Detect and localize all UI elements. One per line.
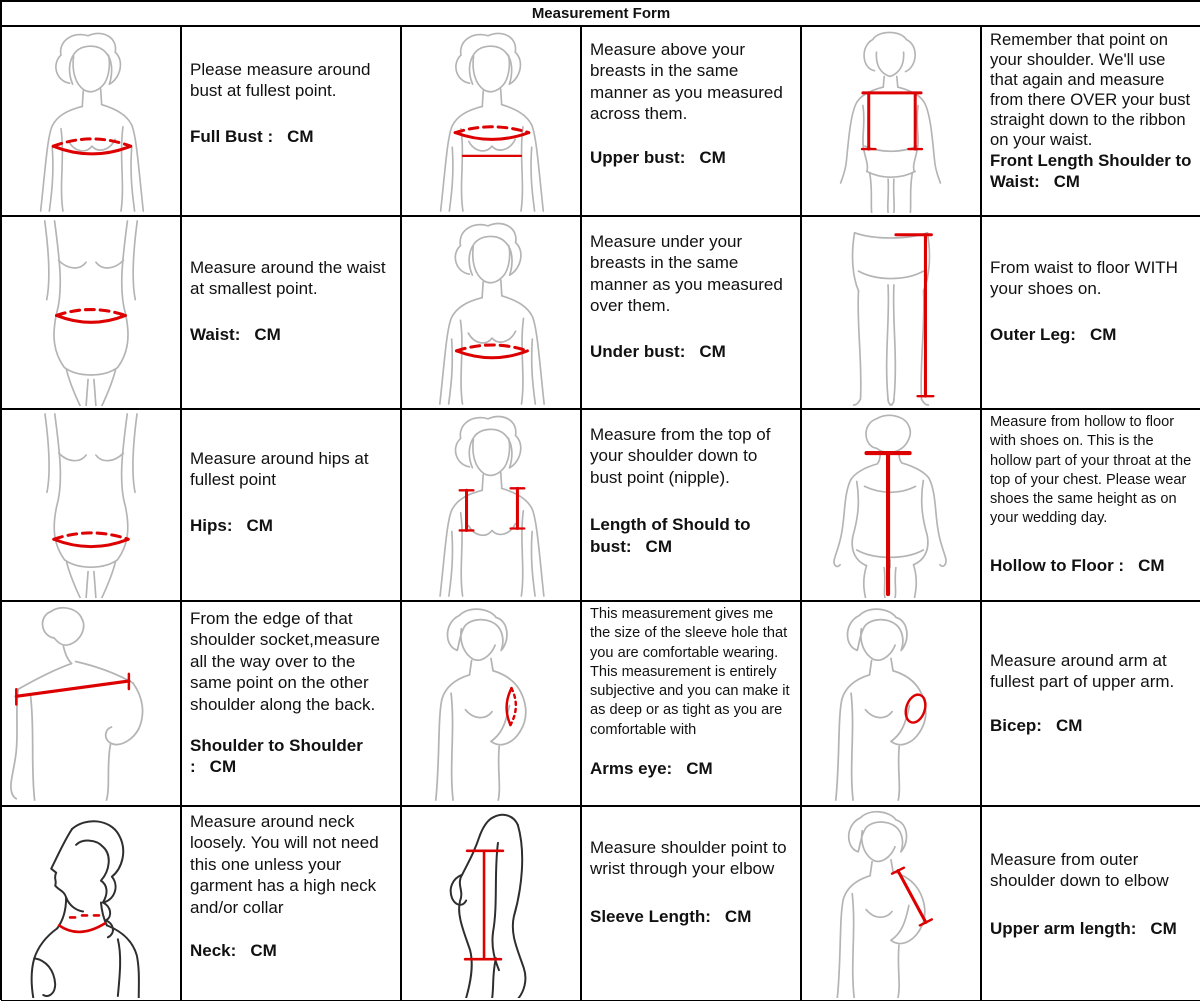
unit-label: CM: [246, 515, 273, 535]
figure-cell: [401, 216, 581, 409]
unit-label: CM: [1055, 715, 1083, 735]
measurement-label: Upper bust: CM: [590, 147, 726, 167]
instruction-text: Remember that point on your shoulder. We'll use that again and measure from there OVER your bust straight down to the ribbon on your waist.: [990, 30, 1191, 149]
figure-cell: [801, 806, 981, 1001]
full-bust-cell: [181, 26, 401, 216]
neck-cell: [181, 806, 401, 1001]
figure-cell: [401, 806, 581, 1001]
measurement-label: Bicep: CM: [990, 715, 1083, 735]
measurement-label: Hollow to Floor : CM: [990, 555, 1165, 575]
measurement-label: Under bust: CM: [590, 341, 726, 361]
unit-label: CM: [1138, 555, 1165, 575]
unit-label: CM: [287, 126, 314, 146]
instruction-text: Measure from hollow to floor with shoes on. This is the hollow part of your throat at the top of your chest. Please wear shoes the same height as on your wedding day.: [990, 414, 1192, 527]
measurement-label: Arms eye: CM: [590, 758, 713, 778]
instruction-text: Measure under your breasts in the same manner as you measured over them.: [590, 232, 783, 316]
shoulder-to-bust-cell: [581, 409, 801, 601]
unit-label: CM: [1150, 918, 1177, 938]
unit-label: CM: [699, 341, 726, 361]
hollow-to-floor-cell: [981, 409, 1200, 601]
figure-cell: [401, 26, 581, 216]
figure-hips: [4, 412, 178, 598]
figure-shoulder-to-shoulder: [4, 604, 178, 803]
form-title: Measurement Form: [1, 1, 1200, 26]
instruction-text: Measure around the waist at smallest point.: [190, 258, 386, 299]
unit-label: CM: [1089, 324, 1117, 344]
unit-label: CM: [209, 757, 237, 777]
instruction-text: Please measure around bust at fullest point.: [190, 60, 371, 101]
unit-label: CM: [254, 324, 281, 344]
measurement-label: Neck: CM: [190, 941, 277, 961]
figure-cell: [801, 409, 981, 601]
instruction-text: Measure around hips at fullest point: [190, 449, 369, 490]
instruction-text: Measure from the top of your shoulder down to bust point (nipple).: [590, 425, 771, 487]
unit-label: CM: [699, 147, 726, 167]
unit-label: CM: [686, 758, 713, 778]
front-length-cell: [981, 26, 1200, 216]
instruction-text: Measure around neck loosely. You will not need this one unless your garment has a high neck and/or collar: [190, 812, 379, 917]
figure-cell: [401, 601, 581, 806]
figure-cell: [1, 601, 181, 806]
figure-cell: [1, 216, 181, 409]
upper-bust-cell: [581, 26, 801, 216]
figure-hollow-to-floor: [804, 412, 978, 598]
measurement-label: Outer Leg: CM: [990, 324, 1117, 344]
unit-label: CM: [645, 536, 672, 556]
shoulder-to-shoulder-cell: [181, 601, 401, 806]
instruction-text: From waist to floor WITH your shoes on.: [990, 258, 1178, 299]
sleeve-length-cell: [581, 806, 801, 1001]
instruction-text: Measure above your breasts in the same manner as you measured across them.: [590, 40, 783, 124]
measurement-label: Length of Should to bust: CM: [590, 515, 751, 556]
figure-neck: [4, 809, 178, 998]
figure-front-length: [804, 29, 978, 213]
unit-label: CM: [1053, 171, 1080, 191]
figure-upper-bust: [404, 29, 578, 213]
figure-cell: [1, 806, 181, 1001]
instruction-text: This measurement gives me the size of the sleeve hole that you are comfortable wearing. This measurement is entirely subjective and you can make it as deep or as tight as you are comfortable with: [590, 606, 790, 738]
waist-cell: [181, 216, 401, 409]
bicep-cell: [981, 601, 1200, 806]
arms-eye-cell: [581, 601, 801, 806]
hips-cell: [181, 409, 401, 601]
instruction-text: Measure shoulder point to wrist through your elbow: [590, 838, 787, 879]
measurement-label: Full Bust : CM: [190, 126, 314, 146]
measurement-label: Front Length Shoulder to Waist: CM: [990, 151, 1192, 191]
figure-cell: [401, 409, 581, 601]
upper-arm-cell: [981, 806, 1200, 1001]
unit-label: CM: [724, 906, 752, 926]
measurement-label: Hips: CM: [190, 515, 273, 535]
instruction-text: Measure around arm at fullest part of upper arm.: [990, 651, 1175, 692]
figure-outer-leg: [804, 219, 978, 406]
figure-arms-eye: [404, 604, 578, 803]
figure-upper-arm: [804, 809, 978, 998]
outer-leg-cell: [981, 216, 1200, 409]
under-bust-cell: [581, 216, 801, 409]
instruction-text: From the edge of that shoulder socket,measure all the way over to the same point on the other shoulder along the back.: [190, 609, 380, 714]
figure-under-bust: [404, 219, 578, 406]
instruction-text: Measure from outer shoulder down to elbow: [990, 850, 1169, 891]
unit-label: CM: [250, 941, 277, 961]
measurement-label: Upper arm length: CM: [990, 918, 1177, 938]
figure-sleeve-length: [404, 809, 578, 998]
figure-cell: [801, 26, 981, 216]
figure-cell: [801, 216, 981, 409]
figure-cell: [1, 409, 181, 601]
figure-waist: [4, 219, 178, 406]
measurement-label: Shoulder to Shoulder : CM: [190, 736, 363, 777]
measurement-label: Sleeve Length: CM: [590, 906, 752, 926]
figure-cell: [801, 601, 981, 806]
figure-full-bust: [4, 29, 178, 213]
figure-shoulder-to-bust: [404, 412, 578, 598]
measurement-label: Waist: CM: [190, 324, 281, 344]
figure-bicep: [804, 604, 978, 803]
figure-cell: [1, 26, 181, 216]
